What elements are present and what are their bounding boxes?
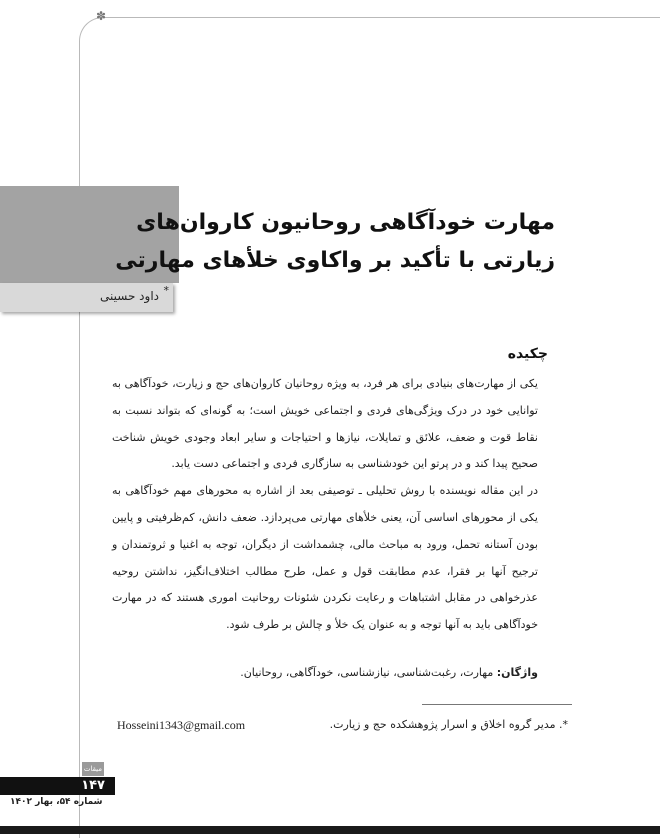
author-name: داود حسینی xyxy=(100,289,159,303)
page-number: ۱۴۷ xyxy=(81,778,105,793)
journal-logo: میقات xyxy=(82,762,104,776)
abstract-heading: چکیده xyxy=(507,346,548,362)
author-affiliation-footnote: *. مدیر گروه اخلاق و اسرار پژوهشکده حج و زیارت. xyxy=(329,718,568,731)
title-line-1: مهارت خودآگاهی روحانیون کاروان‌های xyxy=(136,210,555,235)
keywords-text: مهارت، رغبت‌شناسی، نیازشناسی، خودآگاهی، روحانیان. xyxy=(240,666,494,679)
title-line-2: زیارتی با تأکید بر واکاوی خلأهای مهارتی xyxy=(115,248,555,273)
abstract-paragraph-1: یکی از مهارت‌های بنیادی برای هر فرد، به ویژه روحانیان کاروان‌های حج و زیارت، خودآگاهی به توانایی خود در درک ویژگی‌های فردی و اجتماعی خویش است؛ به گونه‌ای که بتواند نسبت به نقاط قوت و ضعف، علائق و تمایلات، نیازها و احتیاجات و سایر ابعاد وجودی خویش شناخت صحیح پیدا کند و در پرتو این خودشناسی به سازگاری فردی و اجتماعی دست یابد. xyxy=(112,377,538,471)
author-email: Hosseini1343@gmail.com xyxy=(117,718,246,732)
page-number-band xyxy=(0,777,115,795)
author-footnote-marker: * xyxy=(163,284,169,297)
keywords-label: واژگان: xyxy=(496,666,538,679)
ornament-icon: ✽ xyxy=(95,9,107,23)
abstract-body xyxy=(112,371,538,639)
footnote-divider xyxy=(422,704,572,705)
author-box xyxy=(0,283,173,312)
keywords xyxy=(112,666,538,679)
issue-info: شماره ۵۴، بهار ۱۴۰۲ xyxy=(10,797,103,807)
article-title xyxy=(115,204,555,280)
abstract-paragraph-2: در این مقاله نویسنده با روش تحلیلی ـ توصیفی بعد از اشاره به محورهای مهم خودآگاهی به یکی از محورهای اساسی آن، یعنی خلأهای مهارتی می‌پردازد. ضعف دانش، کم‌ظرفیتی و پایین بودن آستانه تحمل، ورود به مباحث مالی، چشمداشت از دیگران، توجه به اغنیا و ثروتمندان و ترجیح آنها بر فقرا، عدم مطابقت قول و عمل، طرح مطالب اختلاف‌انگیز، نداشتن روحیه عذرخواهی در مقابل اشتباهات و رعایت نکردن شئونات روحانیت اموری هستند که در مهارت خودآگاهی باید به آنها توجه و به عنوان یک خلأ و چالش بر طرف شود. xyxy=(112,484,538,632)
bottom-strip xyxy=(0,826,660,834)
